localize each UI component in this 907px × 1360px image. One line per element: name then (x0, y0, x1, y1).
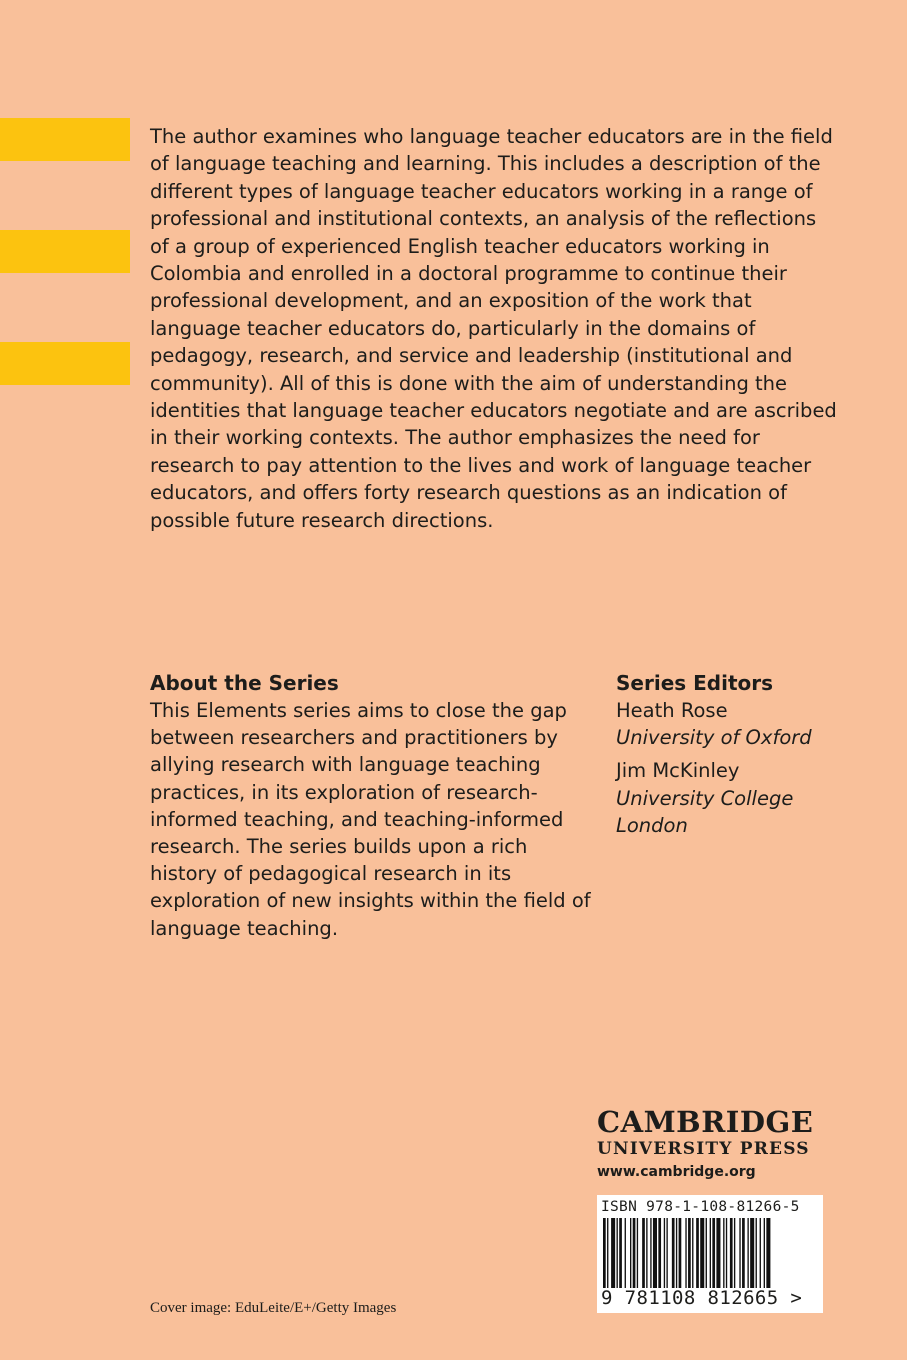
barcode-digits: 9 781108 812665 > (601, 1287, 803, 1309)
accent-bar-bottom (0, 342, 130, 385)
editor-affiliation: University of Oxford (616, 726, 812, 750)
series-editors-section (616, 669, 856, 845)
barcode-stripe (685, 1218, 686, 1288)
barcode-stripe (653, 1218, 657, 1288)
barcode-stripe (700, 1218, 704, 1288)
editor-affiliation: University College London (616, 786, 794, 837)
barcode-stripe (666, 1218, 667, 1288)
barcode-stripe (679, 1218, 682, 1288)
publisher-press: UNIVERSITY PRESS (597, 1139, 810, 1159)
barcode-stripe (739, 1218, 740, 1288)
barcode-stripe (688, 1218, 691, 1288)
publisher-url[interactable]: www.cambridge.org (597, 1164, 756, 1180)
isbn-label: ISBN 978-1-108-81266-5 (601, 1199, 800, 1215)
accent-bar-middle (0, 230, 130, 273)
publisher-logo (597, 1106, 827, 1183)
barcode-stripe (726, 1218, 727, 1288)
editor-name: Heath Rose (616, 699, 728, 722)
barcode-stripe (642, 1218, 645, 1288)
editor-entry (616, 757, 856, 839)
about-series-section (150, 669, 600, 942)
barcode-stripe (710, 1218, 711, 1288)
barcode-stripe (617, 1218, 618, 1288)
book-description: The author examines who language teacher educators are in the field of language teaching and learning. This includes a description of the different types of language teacher educators working in a range of professional and institutional contexts, an analysis of the reflections of a group of experienced English teacher educators working in Colombia and enrolled in a doctoral programme to continue their professional development, and an exposition of the work that language teacher educators do, particularly in the domains of pedagogy, research, and service and leadership (institutional and community). All of this is done with the aim of understanding the identities that language teacher educators negotiate and are ascribed in their working contexts. The author emphasizes the need for research to pay attention to the lives and work of language teacher educators, and offers forty research questions as an indication of possible future research directions. (150, 125, 837, 532)
barcode-stripe (760, 1218, 761, 1288)
barcode-stripe (742, 1218, 745, 1288)
barcode-stripe (747, 1218, 748, 1288)
barcode-stripe (619, 1218, 622, 1288)
isbn-barcode-box (597, 1195, 823, 1313)
barcode-stripe (630, 1218, 631, 1288)
barcode-stripe (676, 1218, 677, 1288)
barcode-stripe (658, 1218, 661, 1288)
barcode-stripe (611, 1218, 615, 1288)
editor-name: Jim McKinley (616, 759, 740, 783)
barcode-stripe (706, 1218, 707, 1288)
barcode-stripe (664, 1218, 665, 1288)
accent-bar-top (0, 118, 130, 161)
about-series-body: This Elements series aims to close the gap between researchers and practitioners by allying research with language teaching practices, in its exploration of research-informed teaching, and teaching-informed research. The series builds upon a rich history of pedagogical research in its exploration of new insights within the field of language teaching. (150, 699, 591, 940)
barcode-stripe (646, 1218, 647, 1288)
barcode-stripe (692, 1218, 693, 1288)
about-series-heading: About the Series (150, 671, 339, 695)
barcode-stripe (734, 1218, 735, 1288)
barcode-stripe (625, 1218, 626, 1288)
barcode-stripe (723, 1218, 724, 1288)
publisher-name: CAMBRIDGE (597, 1105, 814, 1139)
barcode-icon (603, 1218, 815, 1288)
barcode-stripe (766, 1218, 770, 1288)
barcode-stripe (603, 1218, 606, 1288)
series-editors-heading: Series Editors (616, 671, 774, 695)
barcode-stripe (672, 1218, 675, 1288)
barcode-stripe (633, 1218, 636, 1288)
barcode-stripe (637, 1218, 638, 1288)
editor-entry (616, 697, 856, 751)
barcode-stripe (750, 1218, 754, 1288)
barcode-stripe (712, 1218, 715, 1288)
barcode-stripe (764, 1218, 765, 1288)
cover-image-credit: Cover image: EduLeite/E+/Getty Images (150, 1300, 397, 1316)
barcode-stripe (607, 1218, 608, 1288)
barcode-stripe (716, 1218, 720, 1288)
barcode-stripe (756, 1218, 757, 1288)
barcode-stripe (650, 1218, 651, 1288)
barcode-stripe (696, 1218, 699, 1288)
barcode-stripe (730, 1218, 733, 1288)
